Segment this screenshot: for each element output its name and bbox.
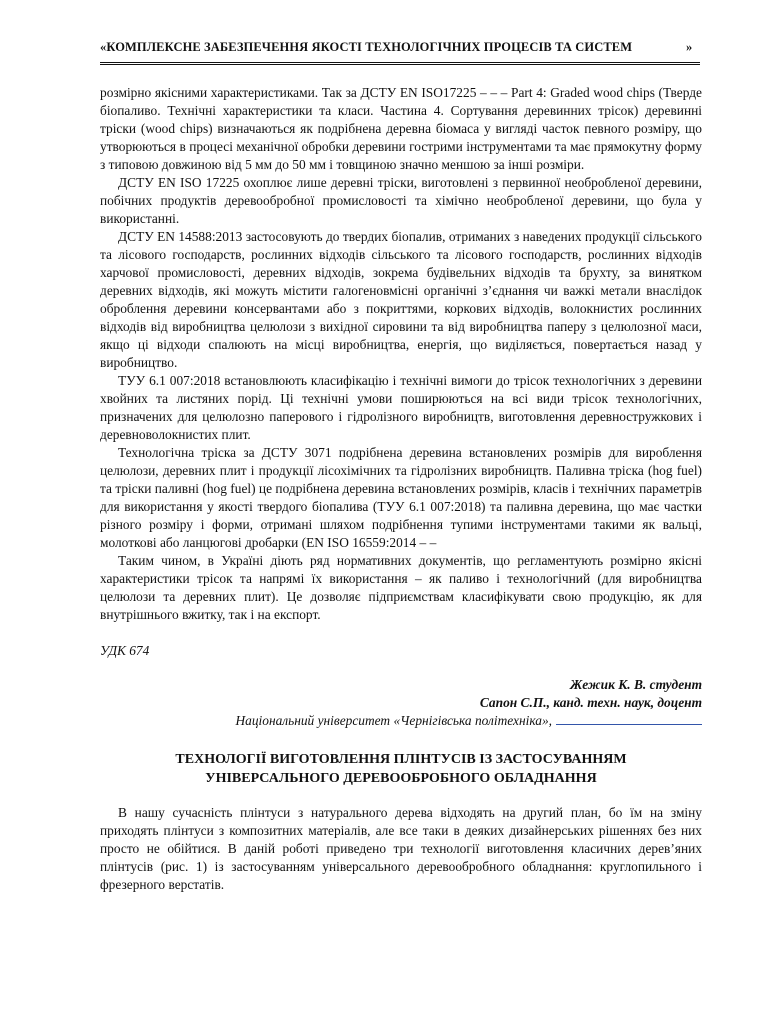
document-body (100, 84, 702, 894)
article-title-line: УНІВЕРСАЛЬНОГО ДЕРЕВООБРОБНОГО ОБЛАДНАННЯ (205, 771, 597, 786)
article-title-line: ТЕХНОЛОГІЇ ВИГОТОВЛЕННЯ ПЛІНТУСІВ ІЗ ЗАСТОСУВАННЯМ (175, 752, 627, 767)
header-closing-quote: » (686, 40, 693, 54)
header-rule (100, 62, 700, 65)
article-title (100, 750, 702, 788)
paragraph-dstu-iso17225: розмірно якісними характеристиками. Так за ДСТУ EN ISO17225 – – – Part 4: Graded wood chips (Тверде біопаливо. Технічні характеристики та класи. Частина 4. Сортування деревинних трісок) деревинні тріски (wood chips) визначаються як подрібнена деревна біомаса у вигляді часток певного розміру, що утворюються в процесі механічної обробки деревини гострими інструментами та має прямокутну форму з типовою довжиною від 5 мм до 50 мм і товщиною значно меншою за інші розміри. (100, 85, 702, 172)
paragraph-tuu: ТУУ 6.1 007:2018 встановлюють класифікацію і технічні вимоги до трісок технологічних з деревини хвойних та листяних порід. Ці технічні умови поширюються на всі види трісок технологічних, призначених для целюлозно паперового і гідролізного виробництв, виготовлення деревностружкових і деревноволокнистих плит. (100, 373, 702, 442)
paragraph-conclusion: Таким чином, в Україні діють ряд нормативних документів, що регламентують розмірно якісні характеристики трісок та напрямі їх використання – як паливо і технологічний (для виробництва целюлози та деревних плит). Це дозволяє підприємствам класифікувати свою продукцію, як для внутрішнього вжитку, так і на експорт. (100, 553, 702, 622)
authors-block (100, 676, 702, 712)
running-header (100, 40, 696, 55)
header-title: «КОМПЛЕКСНЕ ЗАБЕЗПЕЧЕННЯ ЯКОСТІ ТЕХНОЛОГІЧНИХ ПРОЦЕСІВ ТА СИСТЕМ (100, 40, 633, 54)
affiliation-underline (556, 724, 702, 725)
affiliation (100, 712, 702, 730)
paragraph-tech-chips: Технологічна тріска за ДСТУ 3071 подрібнена деревина встановлених розмірів для вироблення целюлози, деревних плит і продукції лісохімічних та гідролізних виробництв. Паливна тріска (hog fuel) та тріски паливні (hog fuel) це подрібнена деревина встановлених розмірів, класів і технічних параметрів для використання у якості твердого біопалива (ТУУ 6.1 007:2018) та паливна деревина, що має частки різного розміру і форми, отримані шляхом подрібнення тупими інструментами такими як вальці, молоткові або ланцюгові дробарки (EN ISO 16559:2014 – – (100, 445, 702, 550)
affiliation-text: Національний університет «Чернігівська політехніка», (235, 713, 552, 728)
author-line: Жежик К. В. студент (569, 677, 702, 692)
author-line: Сапон С.П., канд. техн. наук, доцент (479, 695, 702, 710)
udk-code: УДК 674 (100, 643, 150, 658)
paragraph-dstu-scope: ДСТУ EN ISO 17225 охоплює лише деревні тріски, виготовлені з первинної необробленої деревини, побічних продуктів деревообробної промисловості та хімічно необробленої деревини, що була у використанні. (100, 175, 702, 226)
paragraph-dstu-14588: ДСТУ EN 14588:2013 застосовують до твердих біопалив, отриманих з наведених продукції сільського та лісового господарств, рослинних відходів сільського та лісового господарств, рослинних відходів харчової промисловості, деревних відходів, зокрема будівельних відходів та брухту, за винятком деревних відходів, які можуть містити галогеновмісні органічні з’єднання чи важкі метали внаслідок оброблення деревини консервантами або з покриттями, коркових відходів, волокнистих рослинних відходів від виробництва целюлози з вихідної сировини та від виробництва паперу з целюлозної маси, якщо ці відходи спалюють на місці виробництва, енергія, що виділяється, повертається назад у виробництво. (100, 229, 702, 370)
article-intro-paragraph: В нашу сучасність плінтуси з натурального дерева відходять на другий план, бо їм на зміну приходять плінтуси з композитних матеріалів, але все таки в деяких дизайнерських рішеннях без них просто не обійтися. В даній роботі приведено три технології виготовлення класичних дерев’яних плінтусів (рис. 1) із застосуванням універсального деревообробного обладнання: круглопильного і фрезерного верстатів. (100, 805, 702, 892)
